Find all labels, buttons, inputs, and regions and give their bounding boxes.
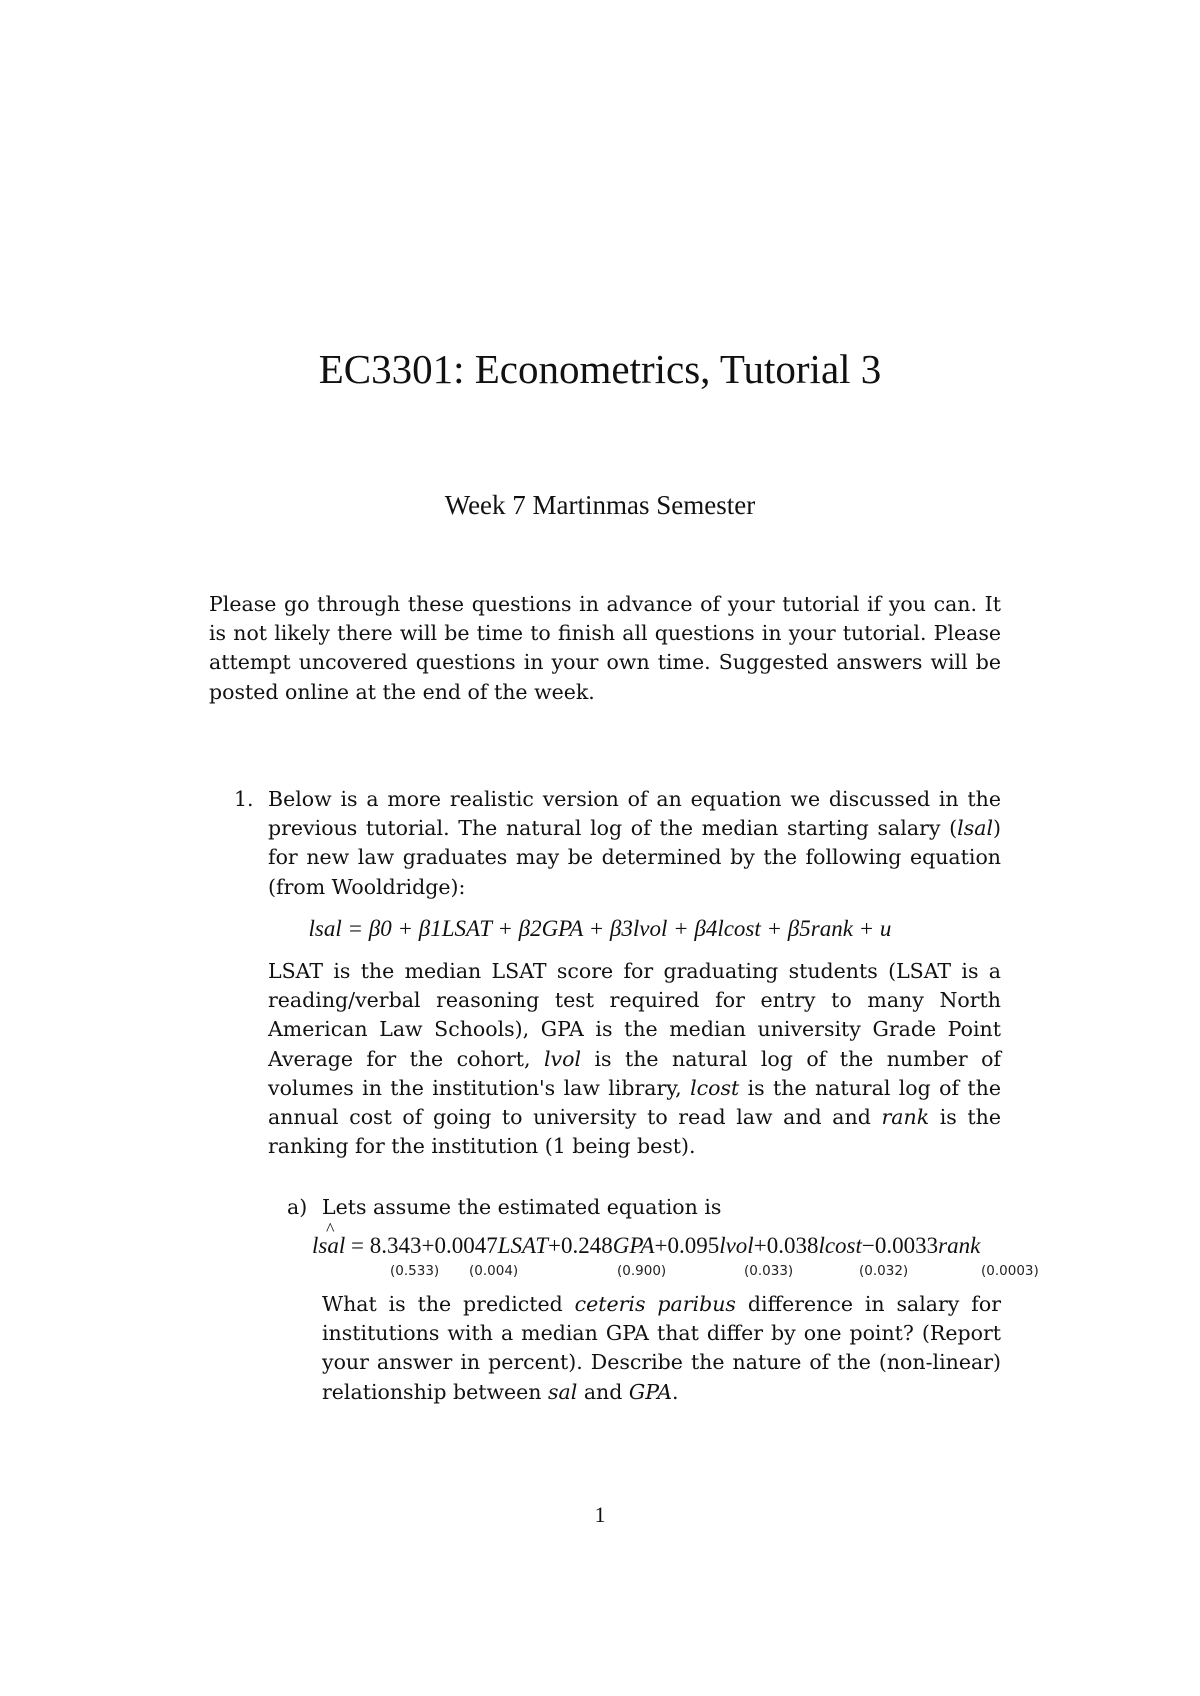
question-1-text <box>268 785 1001 902</box>
eq-op4: + <box>753 1233 767 1258</box>
eq-equals: = <box>350 1233 364 1258</box>
part-a-q-and: and <box>577 1379 629 1404</box>
document-title: EC3301: Econometrics, Tutorial 3 <box>318 346 882 392</box>
std-error-c3: (0.033) <box>744 1263 794 1279</box>
eq-c1: 0.0047 <box>434 1233 498 1258</box>
eq-c0: 8.343 <box>369 1233 422 1258</box>
eq-c2: 0.248 <box>560 1233 613 1258</box>
std-error-c0: (0.533) <box>390 1263 440 1279</box>
part-a-q-end: . <box>672 1379 679 1404</box>
eq-v5: rank <box>938 1233 981 1258</box>
var-lvol: lvol <box>543 1046 582 1071</box>
population-equation-text: lsal = β0 + β1LSAT + β2GPA + β3lvol + β4lcost + β5rank + u <box>308 916 892 941</box>
eq-op2: + <box>547 1233 561 1258</box>
page-number: 1 <box>594 1502 606 1527</box>
part-a-intro: Lets assume the estimated equation is <box>322 1195 722 1219</box>
population-equation <box>0 916 1200 942</box>
eq-op3: + <box>654 1233 668 1258</box>
part-a-question <box>322 1290 1001 1407</box>
eq-v2: GPA <box>612 1233 655 1258</box>
part-a-ceteris-paribus: ceteris paribus <box>574 1292 736 1316</box>
eq-v3: lvol <box>719 1233 754 1258</box>
estimated-equation <box>312 1233 980 1259</box>
part-a-label: a) <box>287 1195 308 1219</box>
question-1-text-b: ) for new law graduates may be determined by the following equation (from Wooldridge): <box>268 816 1001 899</box>
eq-v4: lcost <box>818 1233 862 1258</box>
desc-b: is the natural log of the number of volumes in the institution's law library, <box>268 1046 1001 1100</box>
eq-c4: 0.038 <box>766 1233 819 1258</box>
desc-d: is the ranking for the institution (1 being best). <box>268 1105 1002 1159</box>
part-a-q-a: What is the predicted <box>322 1292 575 1316</box>
desc-c: is the natural log of the annual cost of going to university to read law and and <box>268 1075 1001 1130</box>
std-error-c2: (0.900) <box>617 1263 667 1279</box>
question-1-text-a: Below is a more realistic version of an equation we discussed in the previous tutorial. The natural log of the median starting salary ( <box>268 787 1001 841</box>
eq-op1: + <box>421 1233 435 1258</box>
var-lcost: lcost <box>690 1075 740 1100</box>
var-sal: sal <box>548 1379 578 1404</box>
std-error-c5: (0.0003) <box>981 1263 1039 1279</box>
eq-c5: 0.0033 <box>874 1233 939 1258</box>
document-subtitle: Week 7 Martinmas Semester <box>444 490 756 520</box>
std-error-c4: (0.032) <box>859 1263 909 1279</box>
std-error-c1: (0.004) <box>469 1263 519 1279</box>
question-1-number: 1. <box>234 787 254 811</box>
eq-v1: LSAT <box>497 1233 548 1258</box>
var-lsal: lsal <box>957 816 993 841</box>
variable-description <box>268 957 1001 1161</box>
intro-paragraph: Please go through these questions in advance of your tutorial if you can. It is not likely there will be time to finish all questions in your tutorial. Please attempt uncovered questions in your own time. Suggested answers will be posted online at the end of the week. <box>209 592 1001 704</box>
var-gpa: GPA <box>628 1379 672 1404</box>
part-a-q-b: difference in salary for institutions with a median GPA that differ by one point? (Report your answer in percent). Describe the nature of the (non-linear) relationship between <box>322 1292 1001 1404</box>
eq-c3: 0.095 <box>667 1233 720 1258</box>
var-rank: rank <box>881 1105 930 1130</box>
desc-a: LSAT is the median LSAT score for graduating students (LSAT is a reading/verbal reasoning test required for entry to many North American Law Schools), GPA is the median university Grade Point Average for the cohort, <box>268 959 1001 1071</box>
eq-lhs: ^ lsal <box>312 1233 345 1259</box>
eq-op5: − <box>861 1233 875 1258</box>
